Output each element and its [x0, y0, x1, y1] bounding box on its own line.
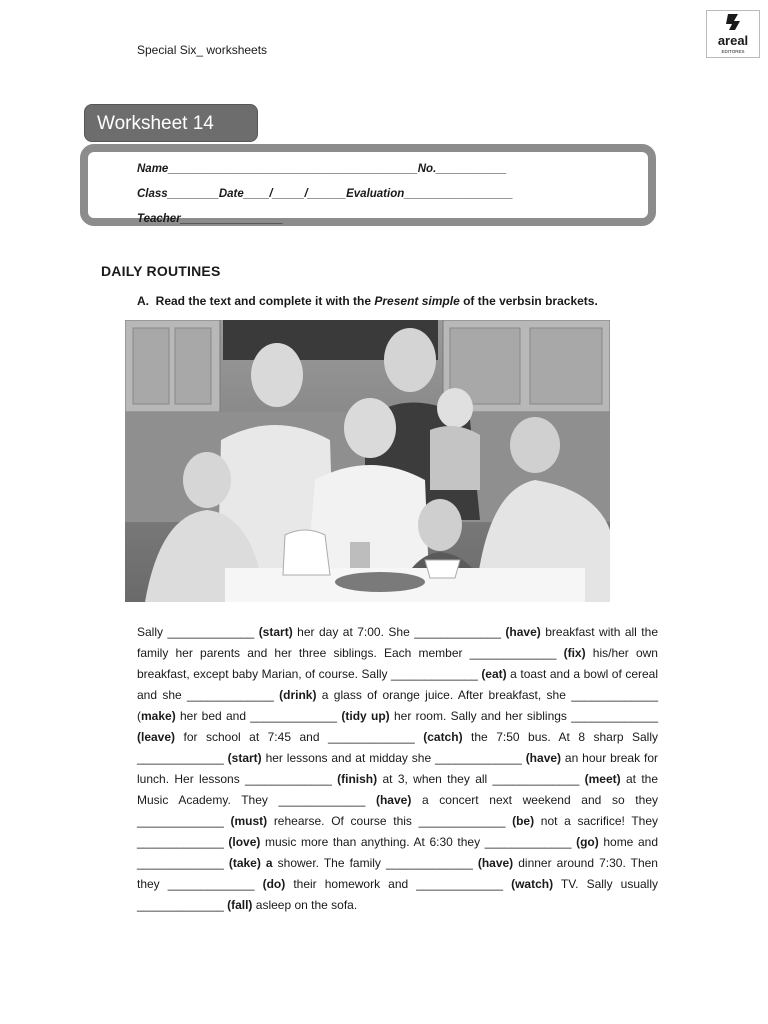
instruction-prefix: A. Read the text and complete it with the — [137, 294, 375, 308]
verb-hint: (tidy up) — [341, 709, 390, 723]
passage-text: her day at 7:00. She _____________ — [292, 625, 506, 639]
passage-text: music more than anything. At 6:30 they _____________ — [260, 835, 577, 849]
family-photo — [125, 320, 610, 602]
svg-text:areal: areal — [717, 33, 749, 48]
verb-hint: (eat) — [481, 667, 507, 681]
verb-hint: (be) — [512, 814, 535, 828]
verb-hint: (catch) — [423, 730, 463, 744]
passage-text: shower. The family _____________ — [272, 856, 478, 870]
worksheet-title: Worksheet 14 — [84, 104, 258, 142]
worksheet-series-label: Special Six_ worksheets — [137, 43, 268, 57]
verb-hint: (have) — [505, 625, 541, 639]
passage-text: a concert next weekend and so they _____________ — [137, 793, 658, 828]
verb-hint: (drink) — [279, 688, 317, 702]
verb-hint: (leave) — [137, 730, 176, 744]
passage-text: at 3, when they all _____________ — [377, 772, 585, 786]
instruction-emphasis: Present simple — [374, 294, 460, 308]
verb-hint: (take) a — [228, 856, 273, 870]
teacher-field[interactable]: Teacher________________ — [137, 213, 284, 225]
passage-text: her bed and _____________ — [175, 709, 342, 723]
passage-text: TV. Sally usually _____________ — [137, 877, 659, 912]
verb-hint: (fall) — [227, 898, 253, 912]
verb-hint: (go) — [576, 835, 599, 849]
passage-text: a glass of orange juice. After breakfast, she _____________ ( — [137, 688, 658, 723]
passage-text: at the Music Academy. They _____________ — [137, 772, 658, 807]
passage-text: her room. Sally and her siblings _____________ — [389, 709, 658, 723]
verb-hint: (do) — [262, 877, 286, 891]
name-number-field[interactable]: Name_______________________________________No.___________ — [137, 163, 507, 175]
passage-text: her lessons and at midday she _____________ — [261, 751, 526, 765]
passage-text: home and _____________ — [137, 835, 658, 870]
svg-text:EDITORES: EDITORES — [721, 49, 745, 54]
publisher-logo — [706, 10, 760, 58]
passage-text: breakfast with all the family her parents and her three siblings. Each member _____________ — [137, 625, 658, 660]
verb-hint: (start) — [258, 625, 293, 639]
passage-text: Sally _____________ — [137, 625, 259, 639]
instruction-suffix: of the verbsin brackets. — [459, 294, 598, 308]
exercise-passage — [137, 622, 658, 916]
passage-text: their homework and _____________ — [285, 877, 512, 891]
passage-text: an hour break for lunch. Her lessons _____________ — [137, 751, 658, 786]
class-date-evaluation-field[interactable]: Class________Date____/_____/______Evaluation_________________ — [137, 188, 513, 200]
passage-text: rehearse. Of course this _____________ — [267, 814, 513, 828]
verb-hint: make) — [141, 709, 176, 723]
verb-hint: (watch) — [511, 877, 554, 891]
passage-text: not a sacrifice! They _____________ — [137, 814, 658, 849]
verb-hint: (must) — [230, 814, 268, 828]
exercise-instruction — [137, 294, 598, 308]
verb-hint: (love) — [228, 835, 261, 849]
passage-text: his/her own breakfast, except baby Marian, of course. Sally _____________ — [137, 646, 658, 681]
verb-hint: (meet) — [584, 772, 621, 786]
verb-hint: (have) — [375, 793, 412, 807]
verb-hint: (fix) — [563, 646, 586, 660]
verb-hint: (finish) — [337, 772, 378, 786]
passage-text: a toast and a bowl of cereal and she _____________ — [137, 667, 658, 702]
verb-hint: (have) — [525, 751, 562, 765]
verb-hint: (start) — [227, 751, 262, 765]
verb-hint: (have) — [477, 856, 514, 870]
passage-text: asleep on the sofa. — [252, 898, 358, 912]
passage-text: for school at 7:45 and _____________ — [175, 730, 424, 744]
passage-text: the 7:50 bus. At 8 sharp Sally _____________ — [137, 730, 658, 765]
section-title: DAILY ROUTINES — [101, 263, 221, 279]
passage-text: dinner around 7:30. Then they _____________ — [137, 856, 658, 891]
